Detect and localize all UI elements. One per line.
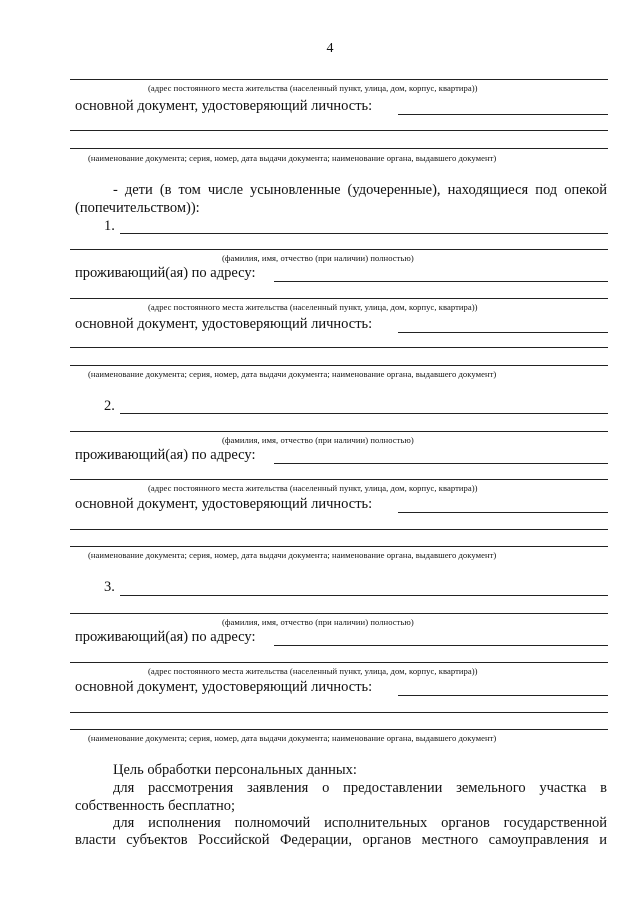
child-id-document-input-line[interactable]: [70, 347, 608, 348]
child-id-document-input-line[interactable]: [398, 695, 608, 696]
children-heading-line1: - дети (в том числе усыновленные (удочеренные), находящиеся под опекой: [113, 182, 607, 198]
purpose-paragraph-2-line2: власти субъектов Российской Федерации, органов местного самоуправления и: [75, 832, 607, 848]
child-id-document-input-line[interactable]: [70, 546, 608, 547]
id-document-label: основной документ, удостоверяющий личность:: [75, 98, 373, 114]
child-address-caption: (адрес постоянного места жительства (населенный пункт, улица, дом, корпус, квартира)): [148, 483, 478, 493]
id-document-input-line[interactable]: [70, 148, 608, 149]
child-fio-caption: (фамилия, имя, отчество (при наличии) полностью): [222, 617, 414, 627]
id-document-input-line[interactable]: [398, 114, 608, 115]
child-id-document-input-line[interactable]: [398, 512, 608, 513]
child-id-document-input-line[interactable]: [70, 729, 608, 730]
purpose-paragraph-1-line2: собственность бесплатно;: [75, 798, 236, 814]
child-id-document-input-line[interactable]: [70, 529, 608, 530]
child-fio-input-line[interactable]: [70, 613, 608, 614]
child-id-document-caption: (наименование документа; серия, номер, дата выдачи документа; наименование органа, выдавшего документ): [88, 550, 497, 560]
child-fio-input-line[interactable]: [120, 413, 608, 414]
child-fio-caption: (фамилия, имя, отчество (при наличии) полностью): [222, 253, 414, 263]
child-address-input-line[interactable]: [70, 479, 608, 480]
child-address-label: проживающий(ая) по адресу:: [75, 629, 256, 645]
child-address-caption: (адрес постоянного места жительства (населенный пункт, улица, дом, корпус, квартира)): [148, 302, 478, 312]
child-address-input-line[interactable]: [70, 298, 608, 299]
child-address-label: проживающий(ая) по адресу:: [75, 265, 256, 281]
child-fio-input-line[interactable]: [120, 233, 608, 234]
child-id-document-label: основной документ, удостоверяющий личность:: [75, 679, 373, 695]
child-number: 3.: [104, 579, 115, 595]
child-address-caption: (адрес постоянного места жительства (населенный пункт, улица, дом, корпус, квартира)): [148, 666, 478, 676]
child-number: 1.: [104, 218, 115, 234]
child-id-document-label: основной документ, удостоверяющий личность:: [75, 316, 373, 332]
purpose-heading: Цель обработки персональных данных:: [113, 762, 357, 778]
child-id-document-caption: (наименование документа; серия, номер, дата выдачи документа; наименование органа, выдавшего документ): [88, 369, 497, 379]
id-document-input-line[interactable]: [70, 130, 608, 131]
address-caption: (адрес постоянного места жительства (населенный пункт, улица, дом, корпус, квартира)): [148, 83, 478, 93]
children-heading-line2: (попечительством)):: [75, 200, 200, 216]
purpose-paragraph-2-line1: для исполнения полномочий исполнительных органов государственной: [113, 815, 607, 831]
child-fio-caption: (фамилия, имя, отчество (при наличии) полностью): [222, 435, 414, 445]
child-number: 2.: [104, 398, 115, 414]
address-input-line[interactable]: [70, 79, 608, 80]
child-id-document-input-line[interactable]: [70, 712, 608, 713]
child-address-input-line[interactable]: [274, 281, 608, 282]
page-number: 4: [326, 41, 334, 56]
child-fio-input-line[interactable]: [70, 431, 608, 432]
child-id-document-input-line[interactable]: [398, 332, 608, 333]
child-address-input-line[interactable]: [70, 662, 608, 663]
child-fio-input-line[interactable]: [70, 249, 608, 250]
id-document-caption: (наименование документа; серия, номер, дата выдачи документа; наименование органа, выдавшего документ): [88, 153, 497, 163]
child-fio-input-line[interactable]: [120, 595, 608, 596]
child-id-document-label: основной документ, удостоверяющий личность:: [75, 496, 373, 512]
child-id-document-input-line[interactable]: [70, 365, 608, 366]
purpose-paragraph-1-line1: для рассмотрения заявления о предоставлении земельного участка в: [113, 780, 607, 796]
child-id-document-caption: (наименование документа; серия, номер, дата выдачи документа; наименование органа, выдавшего документ): [88, 733, 497, 743]
child-address-input-line[interactable]: [274, 645, 608, 646]
child-address-input-line[interactable]: [274, 463, 608, 464]
child-address-label: проживающий(ая) по адресу:: [75, 447, 256, 463]
